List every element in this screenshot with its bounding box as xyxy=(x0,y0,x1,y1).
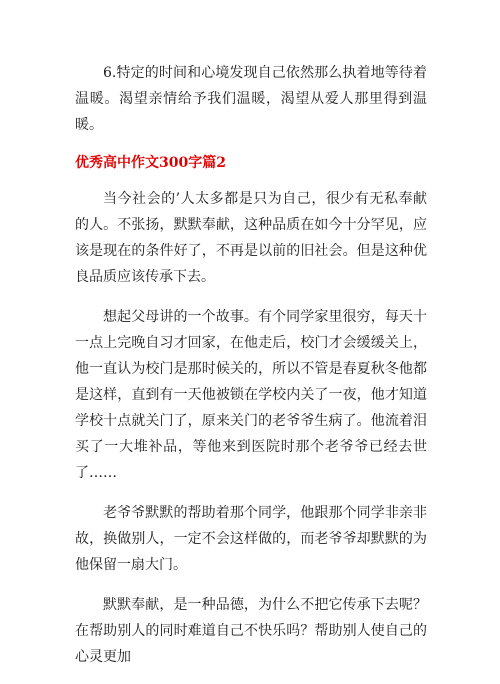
paragraph-2: 想起父母讲的一个故事。有个同学家里很穷，每天十一点上完晚自习才回家，在他走后，校门才会缓缓关上，他一直认为校门是那时候关的，所以不管是春夏秋冬他都是这样，直到有一天他被锁在学校内关了一夜，他才知道学校十点就关门了，原来关门的老爷爷生病了。他流着泪买了一大堆补品，等他来到医院时那个老爷爷已经去世了…… xyxy=(75,309,427,481)
document-body xyxy=(75,60,427,684)
paragraph-4: 默默奉献，是一种品德，为什么不把它传承下去呢？在帮助别人的同时难道自己不快乐吗？帮助别人使自己的心灵更加 xyxy=(75,597,427,665)
section-heading: 优秀高中作文300字篇2 xyxy=(75,155,226,171)
paragraph-1: 当今社会的’人太多都是只为自己，很少有无私奉献的人。不张扬，默默奉献，这种品质在如今十分罕见，应该是现在的条件好了，不再是以前的旧社会。但是这种优良品质应该传承下去。 xyxy=(75,191,427,285)
paragraph-3: 老爷爷默默的帮助着那个同学，他跟那个同学非亲非故，换做别人，一定不会这样做的，而老爷爷却默默的为他保留一扇大门。 xyxy=(75,505,427,573)
paragraph-intro: 6.特定的时间和心境发现自己依然那么执着地等待着温暖。渴望亲情给予我们温暖，渴望从爱人那里得到温暖。 xyxy=(75,65,427,133)
